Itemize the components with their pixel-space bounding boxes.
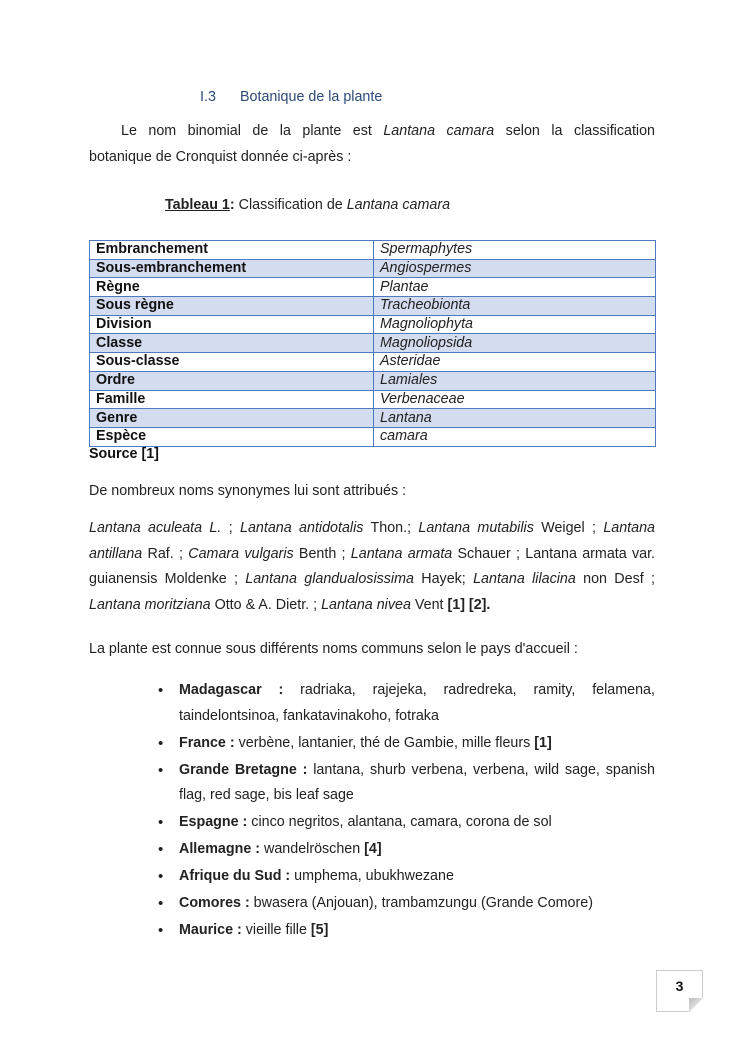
table-row xyxy=(90,315,656,334)
country-label: Grande Bretagne : xyxy=(179,761,308,778)
intro-paragraph xyxy=(89,118,655,144)
author-text: Thon.; xyxy=(363,520,419,536)
rank-cell: Sous règne xyxy=(90,297,374,316)
table-row xyxy=(90,297,656,316)
list-item xyxy=(179,891,655,917)
list-item xyxy=(179,731,655,757)
synonym-name: Lantana mutabilis xyxy=(418,520,534,536)
list-item xyxy=(179,810,655,836)
taxon-cell: Verbenaceae xyxy=(374,390,656,409)
caption-colon: : xyxy=(229,197,235,213)
taxon-cell: Asteridae xyxy=(374,353,656,372)
taxon-cell: Lantana xyxy=(374,409,656,428)
author-text: Schauer ; Lantana armata var. guianensis Moldenke ; xyxy=(89,545,656,587)
synonym-name: Lantana armata xyxy=(350,545,453,562)
synonym-name: Lantana glandualosissima xyxy=(245,571,414,587)
intro-text: selon la classification xyxy=(494,123,655,139)
section-title: Botanique de la plante xyxy=(240,89,383,105)
page-number-box xyxy=(656,970,703,1012)
country-label: Espagne : xyxy=(179,814,248,830)
synonym-name: Lantana nivea xyxy=(321,596,411,613)
author-text: Raf. ; xyxy=(142,545,189,562)
reference: [1] xyxy=(534,734,552,751)
rank-cell: Embranchement xyxy=(90,241,374,260)
synonym-name: Lantana aculeata L. xyxy=(89,520,222,536)
classification-table xyxy=(89,240,656,447)
table-source: Source [1] xyxy=(89,446,159,462)
rank-cell: Classe xyxy=(90,334,374,353)
country-label: Comores : xyxy=(179,895,250,911)
taxon-cell: Tracheobionta xyxy=(374,297,656,316)
list-item xyxy=(179,837,655,863)
country-label: France : xyxy=(179,734,235,751)
rank-cell: Division xyxy=(90,315,374,334)
taxon-cell: Magnoliopsida xyxy=(374,334,656,353)
taxon-cell: Plantae xyxy=(374,278,656,297)
taxon-cell: Lamiales xyxy=(374,371,656,390)
synonym-name: Camara vulgaris xyxy=(188,545,294,562)
caption-label: Tableau 1 xyxy=(165,197,230,213)
reference: [5] xyxy=(310,922,329,938)
common-names: cinco negritos, alantana, camara, corona de sol xyxy=(247,814,552,830)
common-names: lantana, shurb verbena, verbena, wild sage, spanish flag, red sage, bis leaf sage xyxy=(179,761,655,803)
country-label: Afrique du Sud : xyxy=(179,868,291,884)
section-heading xyxy=(200,89,382,105)
common-names: umphema, ubukhwezane xyxy=(290,868,454,884)
taxon-cell: camara xyxy=(374,427,656,446)
reference: [1] [2]. xyxy=(447,596,491,613)
rank-cell: Sous-classe xyxy=(90,353,374,372)
section-number: I.3 xyxy=(200,89,216,105)
synonym-name: Lantana antidotalis xyxy=(240,520,364,536)
country-label: Maurice : xyxy=(179,922,242,938)
common-names-intro: La plante est connue sous différents noms communs selon le pays d'accueil : xyxy=(89,641,578,657)
caption-species: Lantana camara xyxy=(346,197,451,213)
taxon-cell: Magnoliophyta xyxy=(374,315,656,334)
table-row xyxy=(90,241,656,260)
list-item xyxy=(179,864,655,890)
common-names: bwasera (Anjouan), trambamzungu (Grande Comore) xyxy=(249,895,593,911)
synonyms-intro: De nombreux noms synonymes lui sont attribués : xyxy=(89,483,407,499)
common-names-list xyxy=(179,678,655,945)
author-text: ; xyxy=(221,520,241,536)
author-text: Vent xyxy=(410,596,448,613)
rank-cell: Genre xyxy=(90,409,374,428)
list-item xyxy=(179,758,655,809)
author-text: Otto & A. Dietr. ; xyxy=(210,596,322,613)
synonyms-paragraph xyxy=(89,516,655,618)
rank-cell: Règne xyxy=(90,278,374,297)
table-row xyxy=(90,409,656,428)
page-number: 3 xyxy=(675,978,684,994)
list-item xyxy=(179,918,655,944)
rank-cell: Espèce xyxy=(90,427,374,446)
reference: [4] xyxy=(364,841,382,857)
intro-text: Le nom binomial de la plante est xyxy=(121,123,384,139)
synonym-name: Lantana moritziana xyxy=(89,596,211,613)
intro-paragraph-line2: botanique de Cronquist donnée ci-après : xyxy=(89,149,352,165)
author-text: Benth ; xyxy=(293,545,351,562)
common-names: wandelröschen xyxy=(260,841,365,857)
table-row xyxy=(90,278,656,297)
rank-cell: Ordre xyxy=(90,371,374,390)
country-label: Allemagne : xyxy=(179,841,261,857)
common-names: verbène, lantanier, thé de Gambie, mille fleurs xyxy=(234,734,535,751)
taxon-cell: Angiospermes xyxy=(374,259,656,278)
table-row xyxy=(90,427,656,446)
species-name: Lantana camara xyxy=(383,123,495,139)
author-text: Weigel ; xyxy=(533,520,604,536)
taxon-cell: Spermaphytes xyxy=(374,241,656,260)
table-caption xyxy=(165,197,450,213)
page-curl-icon xyxy=(689,998,703,1012)
table-row xyxy=(90,259,656,278)
table-row xyxy=(90,353,656,372)
author-text: Hayek; xyxy=(413,571,474,587)
caption-text: Classification de xyxy=(234,197,347,213)
table-row xyxy=(90,334,656,353)
synonym-name: Lantana lilacina xyxy=(473,571,576,587)
common-names: radriaka, rajejeka, radredreka, ramity, felamena, taindelontsinoa, fankatavinakoho, fotraka xyxy=(179,682,655,724)
country-label: Madagascar : xyxy=(179,682,284,698)
rank-cell: Famille xyxy=(90,390,374,409)
rank-cell: Sous-embranchement xyxy=(90,259,374,278)
table-row xyxy=(90,390,656,409)
list-item xyxy=(179,678,655,729)
synonym-name: Lantana antillana xyxy=(89,520,655,562)
author-text: non Desf ; xyxy=(575,571,655,587)
common-names: vieille fille xyxy=(241,922,311,938)
table-row xyxy=(90,371,656,390)
